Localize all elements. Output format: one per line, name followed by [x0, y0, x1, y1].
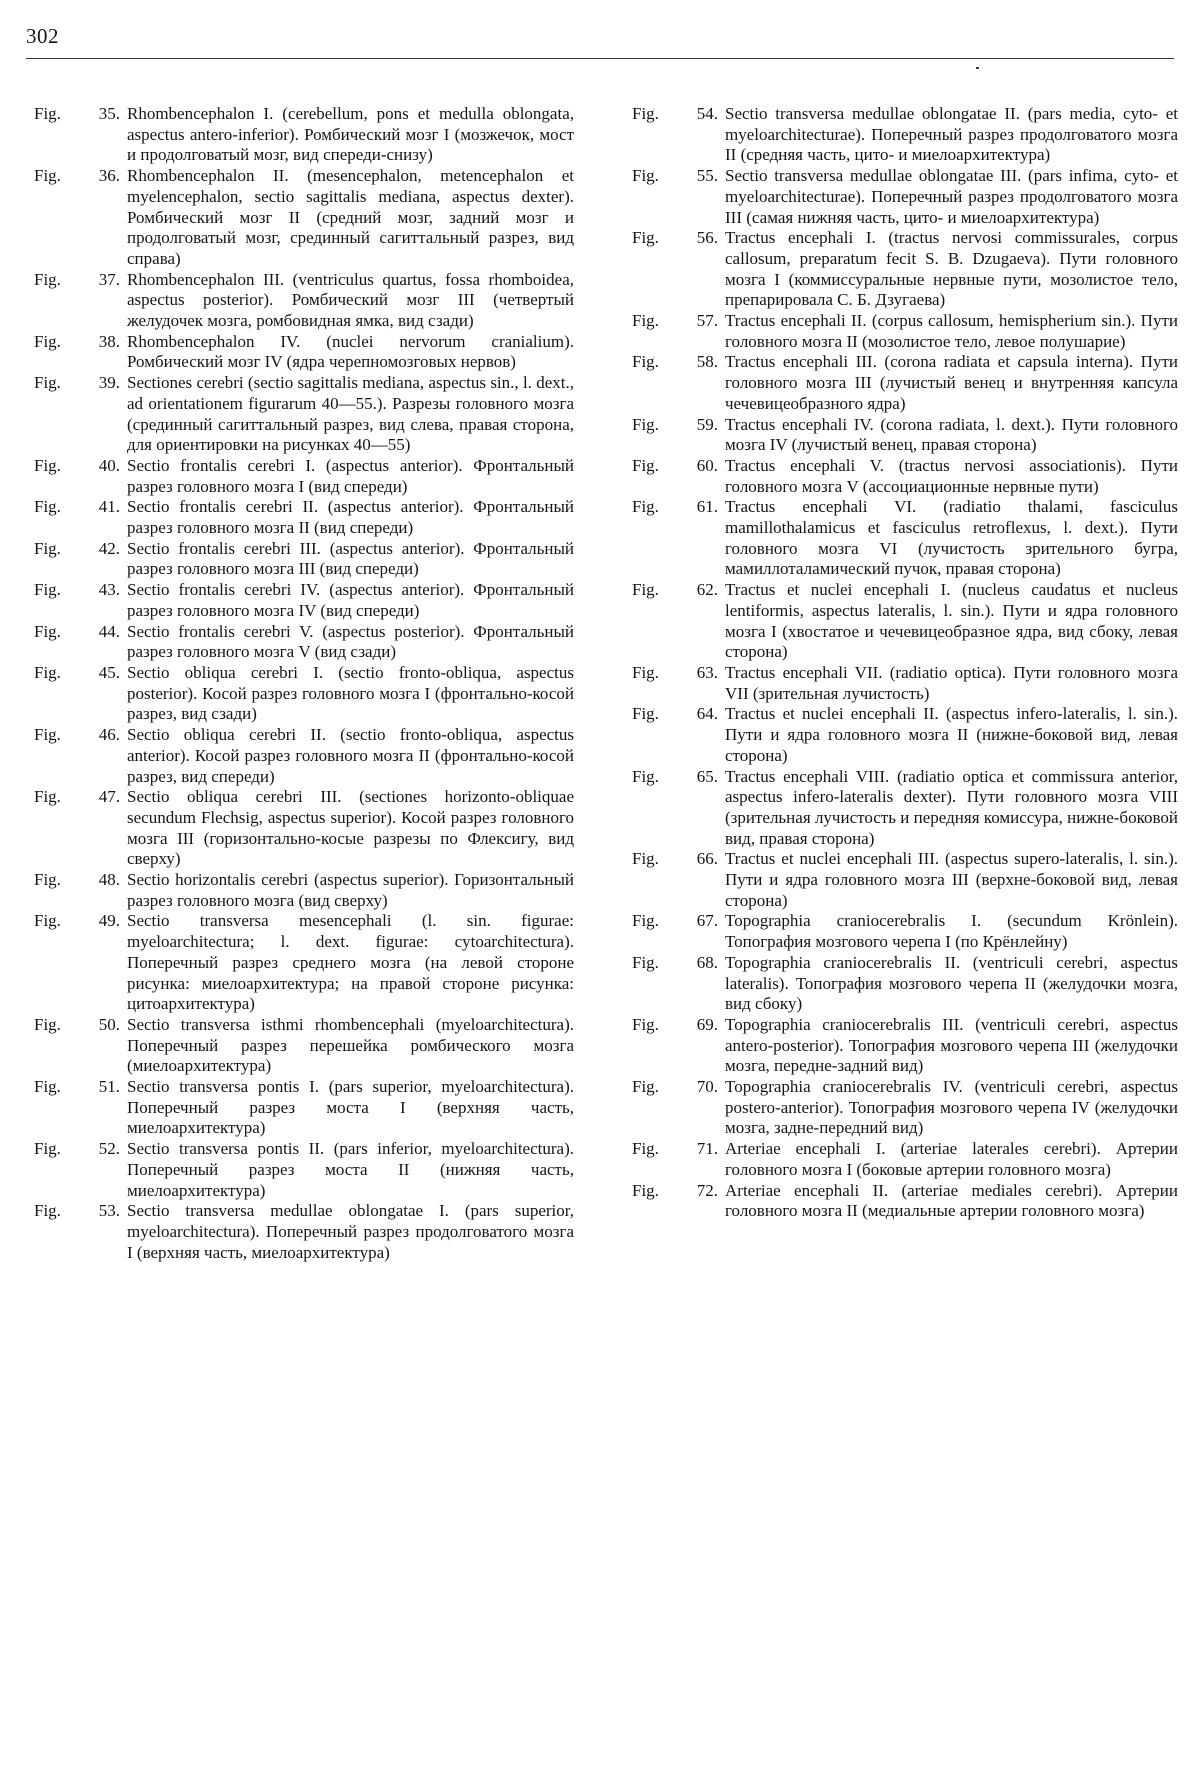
figure-caption — [632, 704, 1178, 766]
figure-number: 62. — [696, 580, 718, 600]
figure-number: 47. — [98, 787, 120, 807]
figure-number: 45. — [98, 662, 120, 682]
figure-caption — [34, 1139, 574, 1201]
figure-label: Fig. — [34, 269, 61, 289]
figure-caption — [632, 104, 1178, 166]
figure-number: 71. — [696, 1139, 718, 1159]
figure-label: Fig. — [632, 704, 659, 724]
figure-label: Fig. — [34, 662, 61, 682]
figure-caption-text: Sectio frontalis cerebri I. (aspectus anterior). Фронтальный разрез головного мозга I (вид спереди) — [127, 455, 574, 496]
figure-caption — [34, 725, 574, 787]
figure-number: 48. — [98, 870, 120, 890]
figure-label: Fig. — [632, 1014, 659, 1034]
header-rule — [26, 58, 1174, 59]
figure-caption-text: Tractus encephali III. (corona radiata et capsula interna). Пути головного мозга III (лучистый венец и внутренняя капсула чечевицеобразного ядра) — [725, 352, 1178, 413]
figure-label: Fig. — [632, 311, 659, 331]
figure-caption — [34, 539, 574, 580]
figure-caption-text: Rhombencephalon II. (mesencephalon, metencephalon et myelencephalon, sectio sagittalis mediana, aspectus dexter). Ромбический мозг II (средний мозг, задний мозг и продолговатый мозг, срединный сагиттальный разрез, вид справа) — [127, 166, 574, 268]
figure-caption — [34, 580, 574, 621]
figure-label: Fig. — [34, 580, 61, 600]
figure-label: Fig. — [632, 1077, 659, 1097]
figure-label: Fig. — [632, 911, 659, 931]
figure-number: 42. — [98, 538, 120, 558]
figure-caption-text: Sectio transversa medullae oblongatae III. (pars infima, cyto- et myeloarchitecturae). Поперечный разрез продолговатого мозга III (самая нижняя часть, цито- и миелоархитектура) — [725, 166, 1178, 227]
figure-caption — [34, 1015, 574, 1077]
figure-label: Fig. — [632, 166, 659, 186]
figure-caption-text: Sectiones cerebri (sectio sagittalis mediana, aspectus sin., l. dext., ad orientationem figurarum 40—55.). Разрезы головного мозга (срединный сагиттальный разрез, вид слева, правая сторона, для ориентировки на рисунках 40—55) — [127, 373, 574, 455]
figure-caption-text: Tractus encephali VII. (radiatio optica). Пути головного мозга VII (зрительная лучистость) — [725, 662, 1178, 703]
figure-caption — [632, 166, 1178, 228]
figure-number: 52. — [98, 1139, 120, 1159]
figure-caption — [632, 497, 1178, 580]
figure-label: Fig. — [632, 414, 659, 434]
figure-number: 64. — [696, 704, 718, 724]
figure-caption-text: Sectio obliqua cerebri II. (sectio fronto-obliqua, aspectus anterior). Косой разрез головного мозга II (фронтально-косой разрез, вид спереди) — [127, 725, 574, 786]
figure-caption — [34, 270, 574, 332]
figure-number: 51. — [98, 1077, 120, 1097]
figure-caption-text: Sectio frontalis cerebri III. (aspectus anterior). Фронтальный разрез головного мозга III (вид спереди) — [127, 538, 574, 579]
figure-label: Fig. — [632, 497, 659, 517]
figure-label: Fig. — [34, 1014, 61, 1034]
figure-caption-text: Rhombencephalon IV. (nuclei nervorum cranialium). Ромбический мозг IV (ядра черепномозговых нервов) — [127, 331, 574, 372]
figure-caption-text: Sectio obliqua cerebri I. (sectio fronto-obliqua, aspectus posterior). Косой разрез головного мозга I (фронтально-косой разрез, вид сзади) — [127, 662, 574, 724]
figure-caption-text: Sectio transversa pontis I. (pars superior, myeloarchitectura). Поперечный разрез моста I (верхняя часть, миелоархитектура) — [127, 1077, 574, 1138]
figure-number: 39. — [98, 373, 120, 393]
figure-caption — [632, 352, 1178, 414]
figure-number: 58. — [696, 352, 718, 372]
figure-caption-text: Arteriae encephali I. (arteriae laterales cerebri). Артерии головного мозга I (боковые артерии головного мозга) — [725, 1139, 1178, 1179]
figure-number: 65. — [696, 766, 718, 786]
figure-caption — [632, 580, 1178, 663]
figure-label: Fig. — [34, 373, 61, 393]
figure-label: Fig. — [632, 1139, 659, 1159]
figure-caption-text: Topographia craniocerebralis II. (ventriculi cerebri, aspectus lateralis). Топография мозгового черепа II (желудочки мозга, вид сбоку) — [725, 952, 1178, 1014]
figure-number: 57. — [696, 311, 718, 331]
figure-caption — [632, 311, 1178, 352]
figure-number: 35. — [98, 104, 120, 123]
figure-label: Fig. — [632, 455, 659, 475]
figure-caption-text: Tractus encephali VI. (radiatio thalami, fasciculus mamillothalamicus et fasciculus retroflexus, l. dext.). Пути головного мозга VI (лучистость зрительного бугра, мамиллоталамический пучок, правая сторона) — [725, 497, 1178, 579]
figure-label: Fig. — [34, 1201, 61, 1221]
figure-number: 60. — [696, 455, 718, 475]
figure-label: Fig. — [34, 787, 61, 807]
figure-caption — [632, 767, 1178, 850]
figure-caption-text: Sectio horizontalis cerebri (aspectus superior). Горизонтальный разрез головного мозга (вид сверху) — [127, 870, 574, 910]
figure-caption-text: Tractus encephali I. (tractus nervosi commissurales, corpus callosum, preparatum fecit S. B. Dzugaeva). Пути головного мозга I (коммиссуральные нервные пути, мозолистое тело, препарировала С. Б. Дзугаева) — [725, 228, 1178, 310]
figure-number: 54. — [696, 104, 718, 123]
figure-number: 63. — [696, 662, 718, 682]
figure-label: Fig. — [34, 1139, 61, 1159]
figure-caption-text: Tractus encephali IV. (corona radiata, l. dext.). Пути головного мозга IV (лучистый венец, правая сторона) — [725, 414, 1178, 455]
figure-number: 55. — [696, 166, 718, 186]
figure-caption — [632, 1015, 1178, 1077]
figure-number: 43. — [98, 580, 120, 600]
figure-label: Fig. — [34, 166, 61, 186]
figure-caption — [34, 911, 574, 1015]
figure-number: 68. — [696, 952, 718, 972]
figure-caption-text: Arteriae encephali II. (arteriae mediales cerebri). Артерии головного мозга II (медиальные артерии головного мозга) — [725, 1180, 1178, 1221]
figure-caption-text: Rhombencephalon I. (cerebellum, pons et medulla oblongata, aspectus antero-inferior). Ромбический мозг I (мозжечок, мост и продолговатый мозг, вид спереди-снизу) — [127, 104, 574, 165]
figure-caption-text: Sectio frontalis cerebri IV. (aspectus anterior). Фронтальный разрез головного мозга IV (вид спереди) — [127, 580, 574, 620]
figure-label: Fig. — [632, 766, 659, 786]
figure-number: 46. — [98, 725, 120, 745]
figure-caption-text: Sectio transversa mesencephali (l. sin. figurae: myeloarchitectura; l. dext. figurae: cytoarchitectura). Поперечный разрез среднего мозга (на левой стороне рисунка: миелоархитектура; на правой стороне рисунка: цитоархитектура) — [127, 911, 574, 1014]
figure-number: 37. — [98, 269, 120, 289]
figure-caption — [34, 663, 574, 725]
figure-number: 67. — [696, 911, 718, 931]
figure-caption — [632, 228, 1178, 311]
figure-caption — [34, 870, 574, 911]
figure-label: Fig. — [632, 952, 659, 972]
figure-number: 36. — [98, 166, 120, 186]
figure-caption — [632, 953, 1178, 1015]
figure-caption-text: Sectio transversa pontis II. (pars inferior, myeloarchitectura). Поперечный разрез моста II (нижняя часть, миелоархитектура) — [127, 1139, 574, 1200]
figure-caption-text: Topographia craniocerebralis III. (ventriculi cerebri, aspectus antero-posterior). Топография мозгового черепа III (желудочки мозга, передне-задний вид) — [725, 1014, 1178, 1076]
figure-caption — [632, 1181, 1178, 1222]
figure-label: Fig. — [34, 538, 61, 558]
figure-caption — [34, 1201, 574, 1263]
figure-number: 69. — [696, 1014, 718, 1034]
figure-caption — [632, 911, 1178, 952]
figure-caption — [632, 1139, 1178, 1180]
figure-number: 56. — [696, 228, 718, 248]
figure-caption-text: Sectio transversa isthmi rhombencephali (myeloarchitectura). Поперечный разрез перешейка ромбического мозга (миелоархитектура) — [127, 1014, 574, 1076]
figure-caption-text: Rhombencephalon III. (ventriculus quartus, fossa rhomboidea, aspectus posterior). Ромбический мозг III (четвертый желудочек мозга, ромбовидная ямка, вид сзади) — [127, 269, 574, 331]
figure-caption-text: Sectio transversa medullae oblongatae I. (pars superior, myeloarchitectura). Поперечный разрез продолговатого мозга I (верхняя часть, миелоархитектура) — [127, 1201, 574, 1262]
figure-caption-text: Tractus et nuclei encephali III. (aspectus supero-lateralis, l. sin.). Пути и ядра головного мозга III (верхне-боковой вид, левая сторона) — [725, 849, 1178, 910]
left-column — [34, 104, 574, 1263]
figure-caption-text: Sectio frontalis cerebri V. (aspectus posterior). Фронтальный разрез головного мозга V (вид сзади) — [127, 621, 574, 662]
figure-number: 70. — [696, 1077, 718, 1097]
figure-number: 50. — [98, 1014, 120, 1034]
right-column — [632, 104, 1178, 1222]
figure-number: 49. — [98, 911, 120, 931]
figure-label: Fig. — [632, 104, 659, 123]
figure-caption — [34, 622, 574, 663]
figure-label: Fig. — [34, 497, 61, 517]
page-number: 302 — [26, 24, 59, 48]
figure-caption — [34, 166, 574, 270]
figure-label: Fig. — [34, 331, 61, 351]
figure-label: Fig. — [632, 580, 659, 600]
figure-label: Fig. — [632, 352, 659, 372]
figure-number: 40. — [98, 455, 120, 475]
figure-caption-text: Sectio transversa medullae oblongatae II. (pars media, cyto- et myeloarchitecturae). Поперечный разрез продолговатого мозга II (средняя часть, цито- и миелоархитектура) — [725, 104, 1178, 165]
figure-caption — [34, 332, 574, 373]
figure-label: Fig. — [34, 1077, 61, 1097]
figure-caption-text: Tractus et nuclei encephali II. (aspectus infero-lateralis, l. sin.). Пути и ядра головного мозга II (нижне-боковой вид, левая сторона) — [725, 704, 1178, 765]
figure-caption-text: Topographia craniocerebralis I. (secundum Krönlein). Топография мозгового черепа I (по Крёнлейну) — [725, 911, 1178, 952]
figure-caption — [632, 1077, 1178, 1139]
figure-caption — [34, 497, 574, 538]
figure-caption-text: Tractus et nuclei encephali I. (nucleus caudatus et nucleus lentiformis, aspectus lateralis, l. sin.). Пути и ядра головного мозга I (хвостатое и чечевицеобразное ядра, вид сбоку, левая сторона) — [725, 580, 1178, 662]
figure-label: Fig. — [34, 104, 61, 123]
figure-label: Fig. — [34, 621, 61, 641]
figure-caption-text: Tractus encephali VIII. (radiatio optica et commissura anterior, aspectus infero-lateralis dexter). Пути головного мозга VIII (зрительная лучистость и передняя комиссура, нижне-боковой вид, правая сторона) — [725, 766, 1178, 848]
figure-caption-text: Topographia craniocerebralis IV. (ventriculi cerebri, aspectus postero-anterior). Топография мозгового черепа IV (желудочки мозга, задне-передний вид) — [725, 1077, 1178, 1138]
figure-number: 41. — [98, 497, 120, 517]
figure-number: 72. — [696, 1180, 718, 1200]
figure-caption — [34, 787, 574, 870]
figure-number: 59. — [696, 414, 718, 434]
header-dot — [976, 67, 979, 69]
figure-caption — [34, 456, 574, 497]
figure-number: 66. — [696, 849, 718, 869]
figure-label: Fig. — [34, 725, 61, 745]
figure-caption-text: Sectio obliqua cerebri III. (sectiones horizonto-obliquae secundum Flechsig, aspectus superior). Косой разрез головного мозга III (горизонтально-косые разрезы по Флексигу, вид сверху) — [127, 787, 574, 869]
figure-caption — [632, 456, 1178, 497]
figure-label: Fig. — [632, 228, 659, 248]
figure-number: 53. — [98, 1201, 120, 1221]
figure-caption — [34, 104, 574, 166]
figure-label: Fig. — [34, 870, 61, 890]
figure-caption — [632, 415, 1178, 456]
figure-caption — [34, 373, 574, 456]
figure-caption-text: Sectio frontalis cerebri II. (aspectus anterior). Фронтальный разрез головного мозга II (вид спереди) — [127, 497, 574, 538]
figure-caption-text: Tractus encephali II. (corpus callosum, hemispherium sin.). Пути головного мозга II (мозолистое тело, левое полушарие) — [725, 311, 1178, 351]
figure-caption — [632, 663, 1178, 704]
figure-label: Fig. — [632, 849, 659, 869]
figure-label: Fig. — [632, 1180, 659, 1200]
figure-caption — [34, 1077, 574, 1139]
figure-label: Fig. — [632, 662, 659, 682]
figure-number: 61. — [696, 497, 718, 517]
figure-caption-text: Tractus encephali V. (tractus nervosi associationis). Пути головного мозга V (ассоциационные нервные пути) — [725, 455, 1178, 496]
figure-number: 44. — [98, 621, 120, 641]
figure-caption — [632, 849, 1178, 911]
figure-number: 38. — [98, 331, 120, 351]
figure-label: Fig. — [34, 455, 61, 475]
figure-label: Fig. — [34, 911, 61, 931]
